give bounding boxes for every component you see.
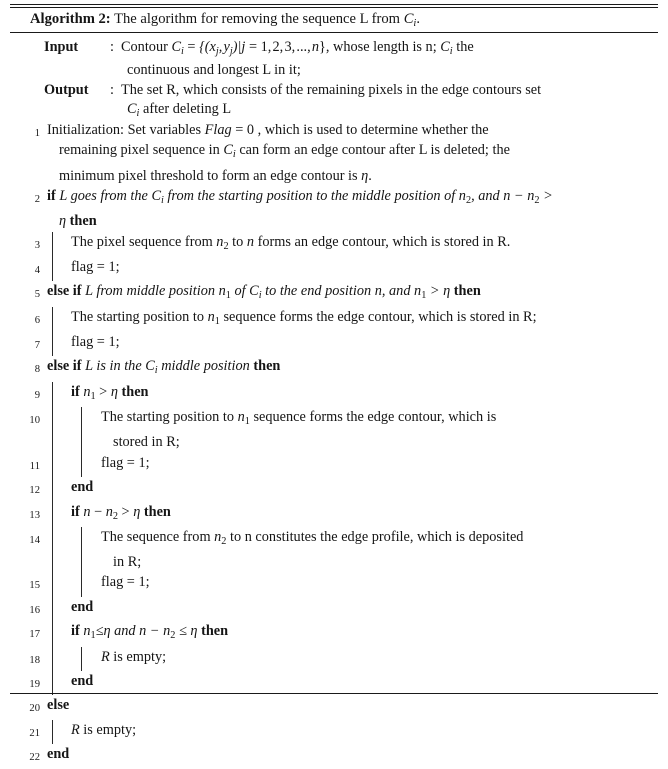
line-text <box>47 746 69 762</box>
output-label: Output <box>44 81 89 98</box>
input-label: Input <box>44 39 79 55</box>
line-text <box>71 671 660 691</box>
line-text: if $n_1\le\eta$ and $n - n_2 \le \eta$ then <box>71 623 229 642</box>
indent-guide-1 <box>52 572 53 596</box>
algorithm-line-15 <box>0 572 660 596</box>
indent-guide-1 <box>52 382 53 407</box>
algorithm-lines <box>0 120 660 769</box>
indent-guide-1 <box>52 647 53 671</box>
line-number: 2 <box>34 194 40 206</box>
line-number: 5 <box>34 289 40 301</box>
end-keyword: end <box>71 598 94 615</box>
line-body <box>43 744 660 764</box>
output-row <box>0 81 658 124</box>
line-text: flag = 1; <box>101 574 150 591</box>
line-text: else if L from middle position $n_1$ of $C_i$ to the end position n, and $n_1 > \eta$ then <box>47 283 481 302</box>
indent-guide-1 <box>52 597 53 621</box>
else-keyword: else <box>47 697 70 714</box>
indent-guide-1 <box>52 453 53 477</box>
algorithm-line-19 <box>0 671 660 695</box>
indent-guide-1 <box>52 307 53 332</box>
algorithm-number-label: Algorithm 2: <box>30 11 111 27</box>
line-text: R is empty; <box>101 648 167 665</box>
line-number: 11 <box>29 460 40 472</box>
line-number: 3 <box>34 239 40 251</box>
line-text <box>47 697 69 713</box>
line-body <box>43 120 660 186</box>
line-number: 7 <box>34 340 40 352</box>
line-number: 17 <box>29 629 40 641</box>
line-body <box>43 356 660 381</box>
line-number: 14 <box>29 534 40 546</box>
algorithm-line-16 <box>0 597 660 621</box>
line-text: if $n_1 > \eta$ then <box>71 383 149 402</box>
input-row <box>0 38 658 81</box>
line-body <box>43 695 660 715</box>
line-number: 15 <box>29 580 40 592</box>
algorithm-line-14 <box>0 527 660 573</box>
bottom-rule <box>10 693 658 694</box>
indent-guide-2 <box>81 647 82 671</box>
algorithm-line-2 <box>0 186 660 232</box>
indent-guide-2 <box>81 453 82 477</box>
line-text: flag = 1; <box>101 454 150 471</box>
algorithm-line-7 <box>0 332 660 356</box>
line-number: 6 <box>34 314 40 326</box>
end-keyword: end <box>47 746 70 763</box>
indent-guide-1 <box>52 621 53 646</box>
line-text: R is empty; <box>71 721 137 738</box>
indent-guide-1 <box>52 502 53 527</box>
line-body <box>43 186 660 232</box>
indent-guide-1 <box>52 407 53 453</box>
line-text: The starting position to $n_1$ sequence forms the edge contour, which is stored in R; <box>101 409 497 451</box>
line-text: Initialization: Set variables Flag = 0 , which is used to determine whether the remaining pixel sequence in $C_i$ can form an edge contour after L is deleted; the minimum pixel threshold to form an edge contour is η. <box>47 122 510 184</box>
indent-guide-2 <box>81 572 82 596</box>
end-keyword: end <box>71 479 94 496</box>
algorithm-caption <box>30 9 654 34</box>
line-text: flag = 1; <box>71 334 120 351</box>
indent-guide-1 <box>52 671 53 695</box>
input-colon: : <box>110 39 114 55</box>
indent-guide-1 <box>52 477 53 501</box>
line-text: else if L is in the $C_i$ middle position then <box>47 358 281 377</box>
algorithm-line-21 <box>0 720 660 744</box>
algorithm-line-20 <box>0 695 660 719</box>
line-text: The starting position to $n_1$ sequence forms the edge contour, which is stored in R; <box>71 308 537 327</box>
indent-guide-1 <box>52 720 53 744</box>
algorithm-line-5 <box>0 281 660 306</box>
top-double-rule <box>10 4 658 8</box>
line-text: if $n - n_2 > \eta$ then <box>71 503 171 522</box>
algorithm-line-13 <box>0 502 660 527</box>
algorithm-line-1 <box>0 120 660 186</box>
line-text: if L goes from the $C_i$ from the starting position to the middle position of $n_2$, and $n - n_2$ > η then <box>47 188 553 230</box>
line-number: 16 <box>29 604 40 616</box>
line-number: 13 <box>29 509 40 521</box>
line-number: 18 <box>29 654 40 666</box>
line-text: flag = 1; <box>71 259 120 276</box>
io-block <box>0 38 658 124</box>
output-colon: : <box>110 81 114 98</box>
algorithm-line-10 <box>0 407 660 453</box>
algorithm-line-4 <box>0 257 660 281</box>
algorithm-line-17 <box>0 621 660 646</box>
algorithm-line-6 <box>0 307 660 332</box>
algorithm-line-3 <box>0 232 660 257</box>
input-text: Contour $C_i = \{(x_j$, $y_j)|j = 1$, 2, 3, ..., n}, whose length is n; $C_i$ the continuous and longest L in it; <box>121 39 474 79</box>
line-body <box>43 281 660 306</box>
indent-guide-1 <box>52 257 53 281</box>
line-number: 22 <box>29 752 40 764</box>
line-number: 12 <box>29 485 40 497</box>
line-text <box>71 477 660 497</box>
algorithm-line-12 <box>0 477 660 501</box>
algorithm-line-11 <box>0 453 660 477</box>
line-number: 1 <box>34 128 40 139</box>
indent-guide-1 <box>52 332 53 356</box>
end-keyword: end <box>71 672 94 689</box>
line-text: The pixel sequence from $n_2$ to n forms an edge contour, which is stored in R. <box>71 233 511 252</box>
output-text: The set R, which consists of the remaining pixels in the edge contours set $C_i$ after deleting L <box>121 81 542 120</box>
algorithm-line-9 <box>0 382 660 407</box>
line-number: 10 <box>29 415 40 426</box>
line-number: 9 <box>34 389 40 401</box>
algorithm-line-18 <box>0 647 660 671</box>
indent-guide-2 <box>81 407 82 453</box>
indent-guide-1 <box>52 527 53 573</box>
line-number: 20 <box>29 703 40 715</box>
indent-guide-2 <box>81 527 82 573</box>
line-number: 19 <box>29 678 40 690</box>
algorithm-line-22 <box>0 744 660 768</box>
line-number: 21 <box>29 727 40 739</box>
line-number: 4 <box>34 265 40 277</box>
algorithm-line-8 <box>0 356 660 381</box>
line-text <box>71 597 660 617</box>
indent-guide-1 <box>52 232 53 257</box>
line-number: 8 <box>34 364 40 376</box>
algorithm-title-text: The algorithm for removing the sequence L from $C_i$. <box>114 11 420 29</box>
line-text: The sequence from $n_2$ to n constitutes the edge profile, which is deposited in R; <box>101 528 524 571</box>
title-rule <box>10 32 658 33</box>
